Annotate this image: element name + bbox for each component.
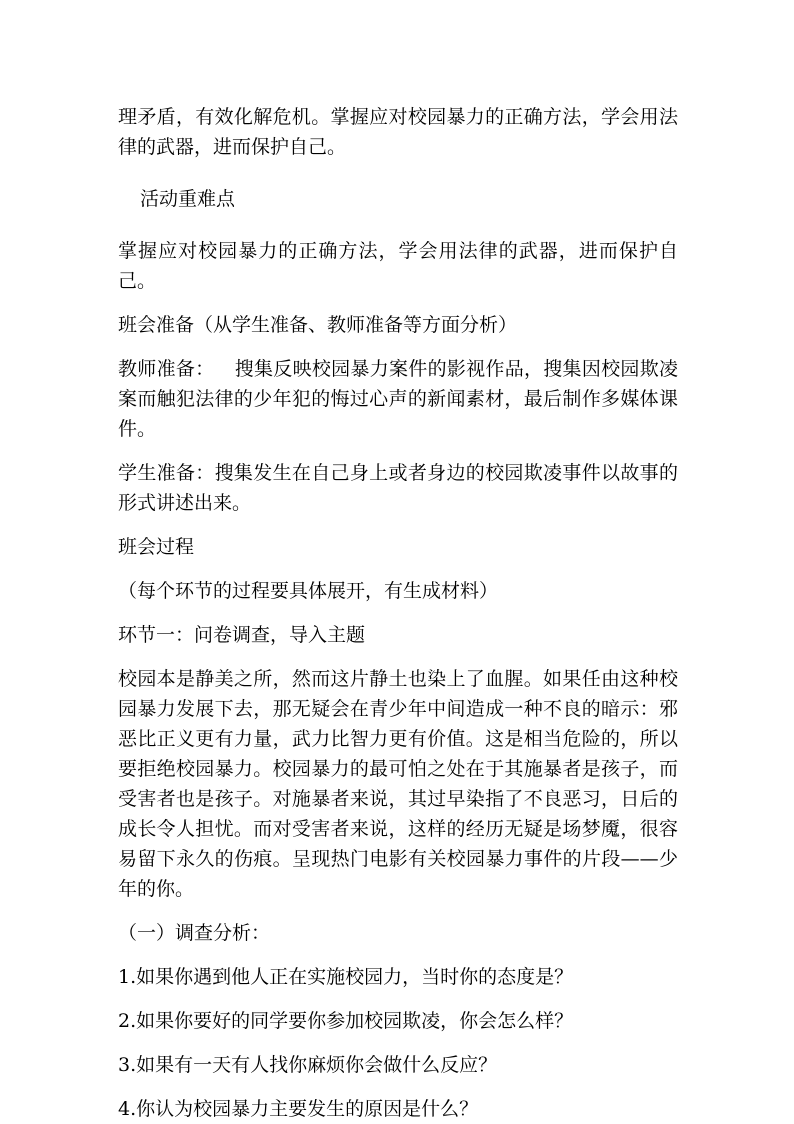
teacher-prep-paragraph — [118, 354, 678, 444]
key-points-heading: 活动重难点 — [140, 188, 236, 210]
step1-heading: 环节一：问卷调查，导入主题 — [118, 624, 366, 646]
student-prep-paragraph — [118, 458, 678, 518]
survey-question: 4.你认为校园暴力主要发生的原因是什么？ — [118, 1098, 479, 1120]
survey-question: 1.如果你遇到他人正在实施校园力，当时你的态度是？ — [118, 966, 574, 988]
survey-heading: （一）调查分析： — [118, 922, 271, 944]
prep-heading: 班会准备（从学生准备、教师准备等方面分析） — [118, 314, 518, 336]
intro-paragraph: 理矛盾，有效化解危机。掌握应对校园暴力的正确方法，学会用法律的武器，进而保护自己。 — [118, 106, 678, 158]
teacher-prep-text: 搜集反映校园暴力案件的影视作品，搜集因校园欺凌案而触犯法律的少年犯的悔过心声的新闻素材，最后制作多媒体课件。 — [118, 358, 678, 440]
step1-paragraph: 校园本是静美之所，然而这片静土也染上了血腥。如果任由这种校园暴力发展下去，那无疑会在青少年中间造成一种不良的暗示：邪恶比正义更有力量，武力比智力更有价值。这是相当危险的，所以要拒绝校园暴力。校园暴力的最可怕之处在于其施暴者是孩子，而受害者也是孩子。对施暴者来说，其过早染指了不良恶习，日后的成长令人担忧。而对受害者来说，这样的经历无疑是场梦魇，很容易留下永久的伤痕。呈现热门电影有关校园暴力事件的片段——少年的你。 — [118, 668, 678, 900]
key-points-paragraph: 掌握应对校园暴力的正确方法，学会用法律的武器，进而保护自己。 — [118, 240, 678, 292]
document-body — [118, 102, 678, 1124]
teacher-prep-label: 教师准备： — [118, 358, 215, 380]
student-prep-text: 搜集发生在自己身上或者身边的校园欺凌事件以故事的形式讲述出来。 — [118, 462, 678, 514]
process-note: （每个环节的过程要具体展开，有生成材料） — [118, 580, 499, 602]
survey-question: 3.如果有一天有人找你麻烦你会做什么反应？ — [118, 1054, 498, 1076]
process-heading: 班会过程 — [118, 536, 195, 558]
student-prep-label: 学生准备： — [118, 462, 215, 484]
survey-question: 2.如果你要好的同学要你参加校园欺凌，你会怎么样？ — [118, 1010, 574, 1032]
